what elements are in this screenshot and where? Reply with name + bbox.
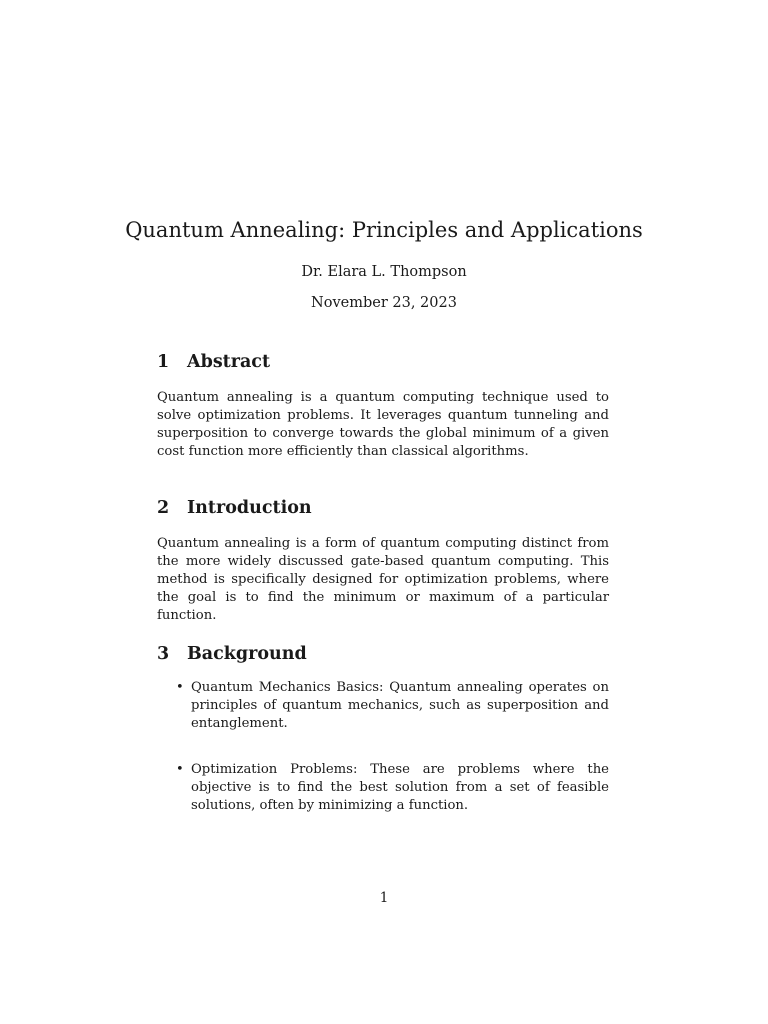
bullet-icon: • bbox=[176, 762, 184, 777]
list-item-text: Quantum Mechanics Basics: Quantum annealing operates on principles of quantum mechanics, such as superposition and entanglement. bbox=[191, 680, 609, 731]
section-introduction bbox=[157, 495, 609, 625]
paper-title: Quantum Annealing: Principles and Applications bbox=[125, 218, 643, 242]
paper-author: Dr. Elara L. Thompson bbox=[301, 264, 467, 280]
list-item bbox=[157, 679, 609, 733]
section-heading bbox=[157, 641, 609, 667]
list-item-text: Optimization Problems: These are problems where the objective is to find the best solution from a set of feasible solutions, often by minimizing a function. bbox=[191, 762, 609, 813]
section-background bbox=[157, 641, 609, 843]
abstract-paragraph: Quantum annealing is a quantum computing technique used to solve optimization problems. It leverages quantum tunneling and superposition to converge towards the global minimum of a given cost function more efficiently than classical algorithms. bbox=[157, 390, 609, 459]
section-title: Background bbox=[187, 644, 307, 664]
section-number: 1 bbox=[157, 352, 170, 372]
introduction-paragraph: Quantum annealing is a form of quantum computing distinct from the more widely discussed gate-based quantum computing. This method is specifically designed for optimization problems, where the goal is to find the minimum or maximum of a particular function. bbox=[157, 536, 609, 623]
page-number: 1 bbox=[379, 890, 389, 906]
bullet-icon: • bbox=[176, 680, 184, 695]
section-title: Abstract bbox=[187, 352, 271, 372]
section-heading bbox=[157, 349, 609, 375]
section-abstract bbox=[157, 349, 609, 461]
paper-date: November 23, 2023 bbox=[311, 295, 457, 311]
section-number: 3 bbox=[157, 644, 170, 664]
list-item bbox=[157, 761, 609, 815]
section-title: Introduction bbox=[187, 498, 312, 518]
section-heading bbox=[157, 495, 609, 521]
background-bullet-list bbox=[157, 679, 609, 815]
section-number: 2 bbox=[157, 498, 170, 518]
